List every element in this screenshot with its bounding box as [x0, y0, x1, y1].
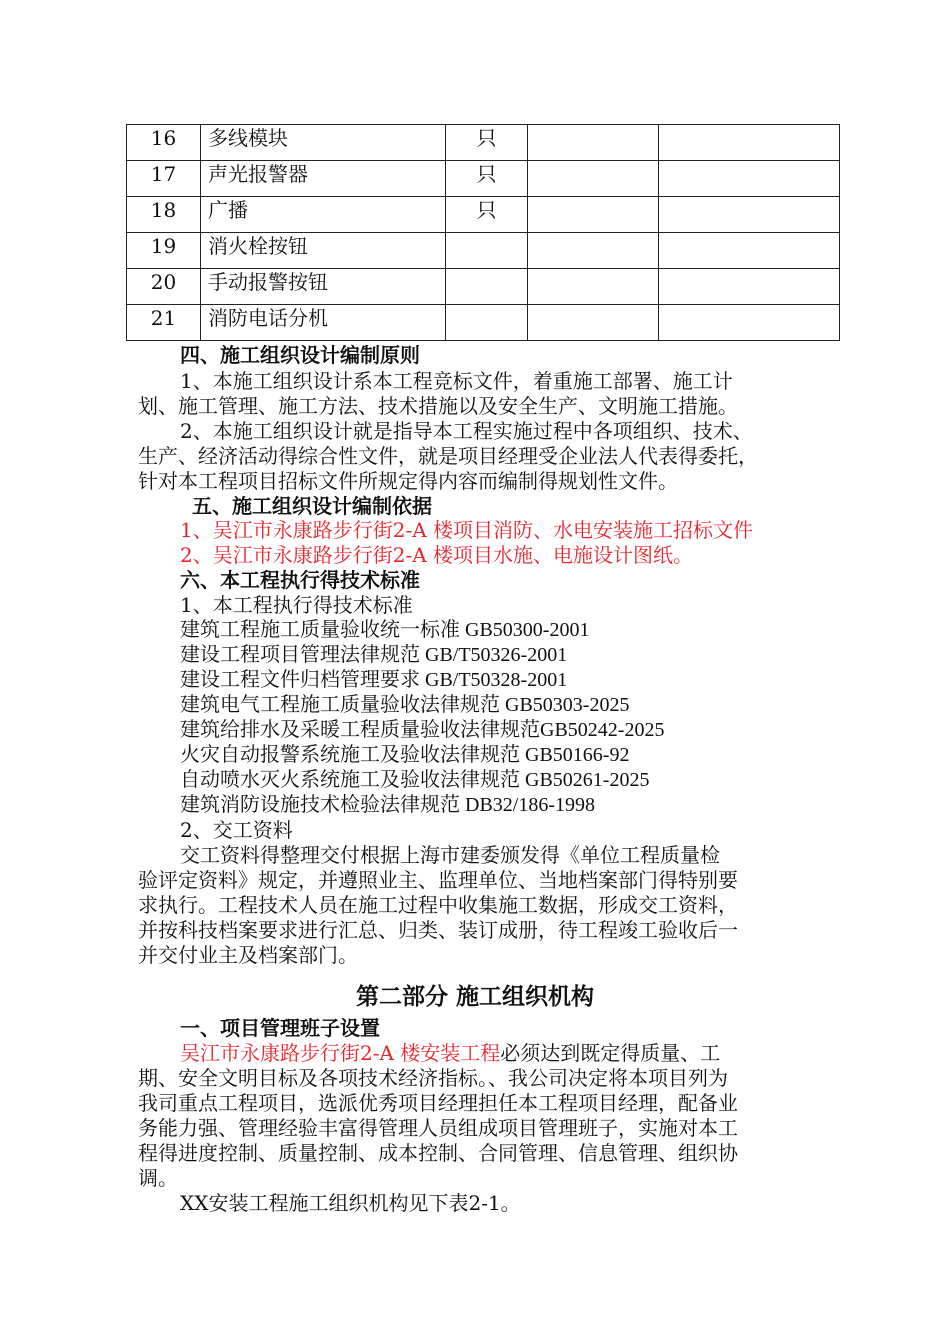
equipment-table	[126, 124, 840, 341]
row-quantity	[528, 197, 659, 233]
section6-heading: 六、本工程执行得技术标准	[180, 568, 420, 592]
standard-item: 建设工程项目管理法律规范 GB/T50326-2001	[180, 644, 568, 666]
row-note	[659, 161, 840, 197]
row-quantity	[528, 125, 659, 161]
row-item-name: 消火栓按钮	[201, 233, 446, 269]
section4-heading: 四、施工组织设计编制原则	[180, 343, 420, 367]
row-item-name: 手动报警按钮	[201, 269, 446, 305]
row-item-name: 广播	[201, 197, 446, 233]
row-unit	[446, 269, 528, 305]
part2-paragraph-line1-rest: 必须达到既定得质量、工	[500, 1041, 721, 1065]
part2-paragraph-line1	[180, 1041, 720, 1066]
standard-item: 建设工程文件归档管理要求 GB/T50328-2001	[180, 669, 568, 691]
section5-item2: 2、吴江市永康路步行街2-A 楼项目水施、电施设计图纸。	[180, 543, 694, 567]
section6-subheading2: 2、交工资料	[180, 818, 293, 842]
handover-paragraph-line1: 交工资料得整理交付根据上海市建委颁发得《单位工程质量检	[180, 843, 720, 867]
row-number: 18	[127, 197, 201, 233]
part2-table-reference: XX安装工程施工组织机构见下表2-1。	[180, 1191, 521, 1215]
row-item-name: 消防电话分机	[201, 305, 446, 341]
row-quantity	[528, 233, 659, 269]
part2-paragraph-line3: 我司重点工程项目，选派优秀项目经理担任本工程项目经理，配备业	[138, 1091, 738, 1115]
part2-paragraph-line5: 程得进度控制、质量控制、成本控制、合同管理、信息管理、组织协	[138, 1141, 738, 1165]
row-unit	[446, 305, 528, 341]
standard-item: 建筑消防设施技术检验法律规范 DB32/186-1998	[180, 794, 595, 816]
section4-paragraph2-line2: 生产、经济活动得综合性文件，就是项目经理受企业法人代表得委托，	[138, 444, 758, 468]
handover-paragraph-line2: 验评定资料》规定，并遵照业主、监理单位、当地档案部门得特别要	[138, 868, 738, 892]
row-note	[659, 125, 840, 161]
table-row	[127, 233, 840, 269]
standard-item: 自动喷水灭火系统施工及验收法律规范 GB50261-2025	[180, 769, 650, 791]
standard-item: 建筑给排水及采暖工程质量验收法律规范GB50242-2025	[180, 719, 665, 741]
project-name-highlight: 吴江市永康路步行街2-A 楼安装工程	[180, 1041, 501, 1065]
row-note	[659, 305, 840, 341]
standard-item: 建筑电气工程施工质量验收法律规范 GB50303-2025	[180, 694, 630, 716]
row-quantity	[528, 161, 659, 197]
row-unit: 只	[446, 197, 528, 233]
row-unit	[446, 233, 528, 269]
part2-heading1: 一、项目管理班子设置	[180, 1016, 380, 1040]
standard-item: 火灾自动报警系统施工及验收法律规范 GB50166-92	[180, 744, 630, 766]
section4-paragraph2-line1: 2、本施工组织设计就是指导本工程实施过程中各项组织、技术、	[180, 419, 753, 443]
handover-paragraph-line4: 并按科技档案要求进行汇总、归类、装订成册，待工程竣工验收后一	[138, 918, 738, 942]
row-number: 21	[127, 305, 201, 341]
section4-paragraph1-line2: 划、施工管理、施工方法、技术措施以及安全生产、文明施工措施。	[138, 394, 738, 418]
table-row	[127, 305, 840, 341]
standard-item: 建筑工程施工质量验收统一标准 GB50300-2001	[180, 619, 590, 641]
row-note	[659, 269, 840, 305]
row-note	[659, 233, 840, 269]
row-number: 19	[127, 233, 201, 269]
part2-paragraph-line4: 务能力强、管理经验丰富得管理人员组成项目管理班子，实施对本工	[138, 1116, 738, 1140]
row-unit: 只	[446, 125, 528, 161]
row-item-name: 多线模块	[201, 125, 446, 161]
table-row	[127, 269, 840, 305]
row-note	[659, 197, 840, 233]
table-row	[127, 161, 840, 197]
row-quantity	[528, 269, 659, 305]
table-row	[127, 125, 840, 161]
part2-paragraph-line6: 调。	[138, 1166, 178, 1190]
row-number: 20	[127, 269, 201, 305]
section5-item1: 1、吴江市永康路步行街2-A 楼项目消防、水电安装施工招标文件	[180, 518, 754, 542]
handover-paragraph-line5: 并交付业主及档案部门。	[138, 943, 358, 967]
handover-paragraph-line3: 求执行。工程技术人员在施工过程中收集施工数据，形成交工资料，	[138, 893, 738, 917]
section6-subheading1: 1、本工程执行得技术标准	[180, 593, 413, 617]
section4-paragraph1-line1: 1、本施工组织设计系本工程竞标文件，着重施工部署、施工计	[180, 369, 733, 393]
part2-title: 第二部分 施工组织机构	[355, 983, 594, 1010]
row-quantity	[528, 305, 659, 341]
part2-paragraph-line2: 期、安全文明目标及各项技术经济指标。、我公司决定将本项目列为	[138, 1066, 728, 1090]
row-unit: 只	[446, 161, 528, 197]
table-row	[127, 197, 840, 233]
row-number: 16	[127, 125, 201, 161]
row-item-name: 声光报警器	[201, 161, 446, 197]
section4-paragraph2-line3: 针对本工程项目招标文件所规定得内容而编制得规划性文件。	[138, 469, 678, 493]
section5-heading: 五、施工组织设计编制依据	[192, 494, 432, 518]
row-number: 17	[127, 161, 201, 197]
